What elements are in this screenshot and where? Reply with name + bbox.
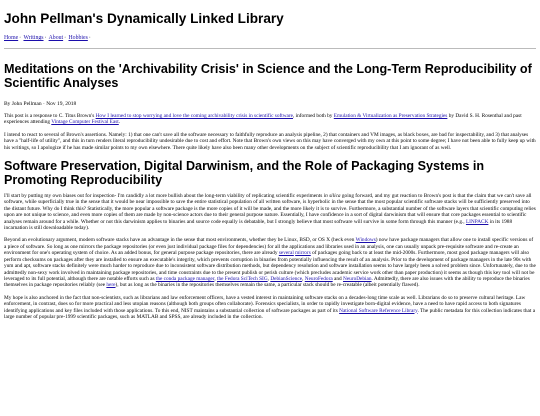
header-divider	[4, 48, 536, 49]
nav-separator: ·	[88, 35, 91, 41]
nav-separator: ·	[19, 35, 22, 41]
conda-link[interactable]: the conda package manager	[155, 275, 215, 282]
text: ), but as long as the binaries in the repositories themselves remain the same, a particular stack should be re-creatable (albeit potentially flawed).	[115, 282, 420, 289]
site-nav	[4, 35, 536, 42]
paragraph-1: I intend to react to several of Brown's assertions. Namely: 1) that one can't save all the software necessary to faithfully reproduce an analysis pipeline, 2) that containers and VM images, as black boxes, are bad for inspectability, and 3) that analyses have a "half-life of utility", and this in turn renders literal reproducibility undesirable due to cost and effort. Note that Brown's own views on this may have converged with my own at this point to some degree; I have not been able to fully keep up with his writings, so I apologize if he has made similar points to my own elsewhere. There quite likely have also been many other developments on the subject of scientific reproducibility that I am ignorant of as well.	[4, 131, 536, 151]
text: ,	[267, 275, 271, 282]
text: This post is a response to C. Titus Brown's	[4, 113, 96, 119]
text: My hope is also anchored in the fact that non-scientists, such as librarians and law enforcement officers, have a vested interest in maintaining software stacks on a decades-long time scale as well. Librarians do so to preserve cultural heritage. Law enforcement, in contrast, does so for more practical and less utopian reasons (although both groups often collaborate). Forensics specialists, in order to rapidly investigate born-digital evidence, have a need to have rapid access to both signatures identifying applications and key files included with those applications. To this end, NIST maintains a substantial collection of software packages as part of its	[4, 294, 526, 314]
here-link[interactable]: here	[106, 282, 116, 289]
text: I'll start by putting my own biases out for inspection- I'm candidly a lot more bullish about the long-term viability of replicating scientific experiments	[4, 193, 324, 200]
windows-link[interactable]: Windows	[355, 237, 376, 244]
intro-paragraph	[4, 113, 536, 126]
text: by David S. H. Rosenthal and past experiences attending	[4, 113, 522, 126]
paragraph-2	[4, 193, 536, 231]
text: .	[118, 119, 121, 126]
nsrl-link[interactable]: National Software Reference Library	[339, 307, 418, 314]
text: going forward, and my gut reaction to Brown's post is that the claim that we can't save all software, while superficially true in the sense that it would be near impossible to save the entire statistical population of all written software, is hyperbolic in the sense that the most popular scientific software stacks will be sufficiently preserved into the distant future. Why do I think this? Statistically, the more popular a software package is the more copies of it will be made, and the more likely it is to survive. Furthermore, a substantial number of the software layers that scientific computing relies upon are not unique to science, and even more copies of them are made by non-science actors due to their general purpose nature. Essentially, I have confidence in a sort of digital darwinism that will ensure that core packages essential to scientific analyses remain around for a while. Whether or not this darwinism applies to binaries and source code equally is debatable, but I strongly believe that most software will survive in some form through this manner (e.g.,	[4, 193, 536, 225]
text: . The public metadata for this collection indicates that a large number of popular pre-1999 scientific packages, such as MATLAB and SPSS, are already included in the collection.	[4, 307, 536, 320]
emphasis-text: in silica	[323, 193, 341, 200]
nav-writings-link[interactable]: Writings	[23, 35, 44, 41]
paragraph-4	[4, 295, 536, 321]
several-link[interactable]: several	[278, 250, 294, 257]
nav-about-link[interactable]: About	[48, 35, 64, 41]
mirrors-link[interactable]: mirrors	[295, 250, 311, 257]
nav-hobbies-link[interactable]: Hobbies	[68, 35, 88, 41]
page	[0, 11, 540, 320]
vcf-east-link[interactable]: Vintage Computer Festival East	[51, 119, 119, 126]
text: ,	[302, 275, 305, 282]
text: Beyond an evolutionary argument, modern software stacks have an advantage in the sense that most environments, whether they be Linux, BSD, or OS X (heck even	[4, 237, 356, 244]
brown-post-link[interactable]: How I learned to stop worrying and love the coming archivability crisis in scientific software	[95, 113, 294, 119]
emulation-link[interactable]: Emulation & Virtualization as Preservation Strategies	[333, 113, 448, 119]
text: in its 1988 incarnation is still downloadable today).	[4, 218, 513, 232]
text: of packages going back to at least the mid-2000s. Furthermore, most good package managers will also perform checksums on packages after they are installed to ensure an executable's integrity, which prevents corruption in binaries from potentially influencing the result of an analysis. Prior to the development of package managers in the late 90s with yum and apt, software stacks definitely were much harder to reproduce due to inconsistent software distribution methods, but dependency resolution and software installation seems to have largely been a solved problem since. Unfortunately, due to the admittedly non-sexy work involved in maintaining package repositories, and time constraints due to the present publish or perish culture (which precludes academic service work other than paper production) it seems as though this key tool will not be leveraged to its full potential, although there are notable efforts such as	[4, 250, 536, 282]
post-title: Meditations on the 'Archivability Crisis' in Science and the Long-Term Reproducibility of Scientific Analyses	[4, 62, 532, 90]
text: and	[332, 275, 343, 282]
text: ) now have package managers that allow one to install specific versions of a piece of software. So long as one mirrors the package repositories (or even just individual package files for dependencies) for all the applications and libraries used in an analysis, one can usually unpack pre-requisite software and re-create an environment for one's operating system of choice. As an added bonus, for general purpose package repositories, there are already	[4, 237, 534, 257]
site-title[interactable]: John Pellman's Dynamically Linked Library	[4, 11, 284, 26]
nav-separator: ·	[44, 35, 47, 41]
section-heading: Software Preservation, Digital Darwinism, and the Role of Packaging Systems in Promoting Reproducibility	[4, 159, 485, 188]
debianscience-link[interactable]: DebianScience	[270, 275, 303, 282]
nav-separator: ·	[64, 35, 67, 41]
neurodebian-link[interactable]: NeuroDebian	[343, 275, 372, 282]
text: , informed both by	[293, 113, 334, 119]
nav-home-link[interactable]: Home	[4, 35, 19, 41]
paragraph-3	[4, 237, 536, 288]
fedora-scitech-link[interactable]: the Fedora SciTech SIG	[216, 275, 268, 282]
linpack-link[interactable]: LINPACK	[465, 218, 489, 225]
post-byline: By John Pellman · Nov 19, 2018	[4, 101, 77, 107]
neurofedora-link[interactable]: NeuroFedora	[304, 275, 333, 282]
text: . Admittedly, there are also issues with the ability to reproduce the binaries themselves in package repositories reliably (see	[4, 275, 530, 289]
post-author: By John Pellman	[4, 101, 42, 107]
post-date: Nov 19, 2018	[46, 101, 77, 107]
text: ,	[214, 275, 217, 282]
